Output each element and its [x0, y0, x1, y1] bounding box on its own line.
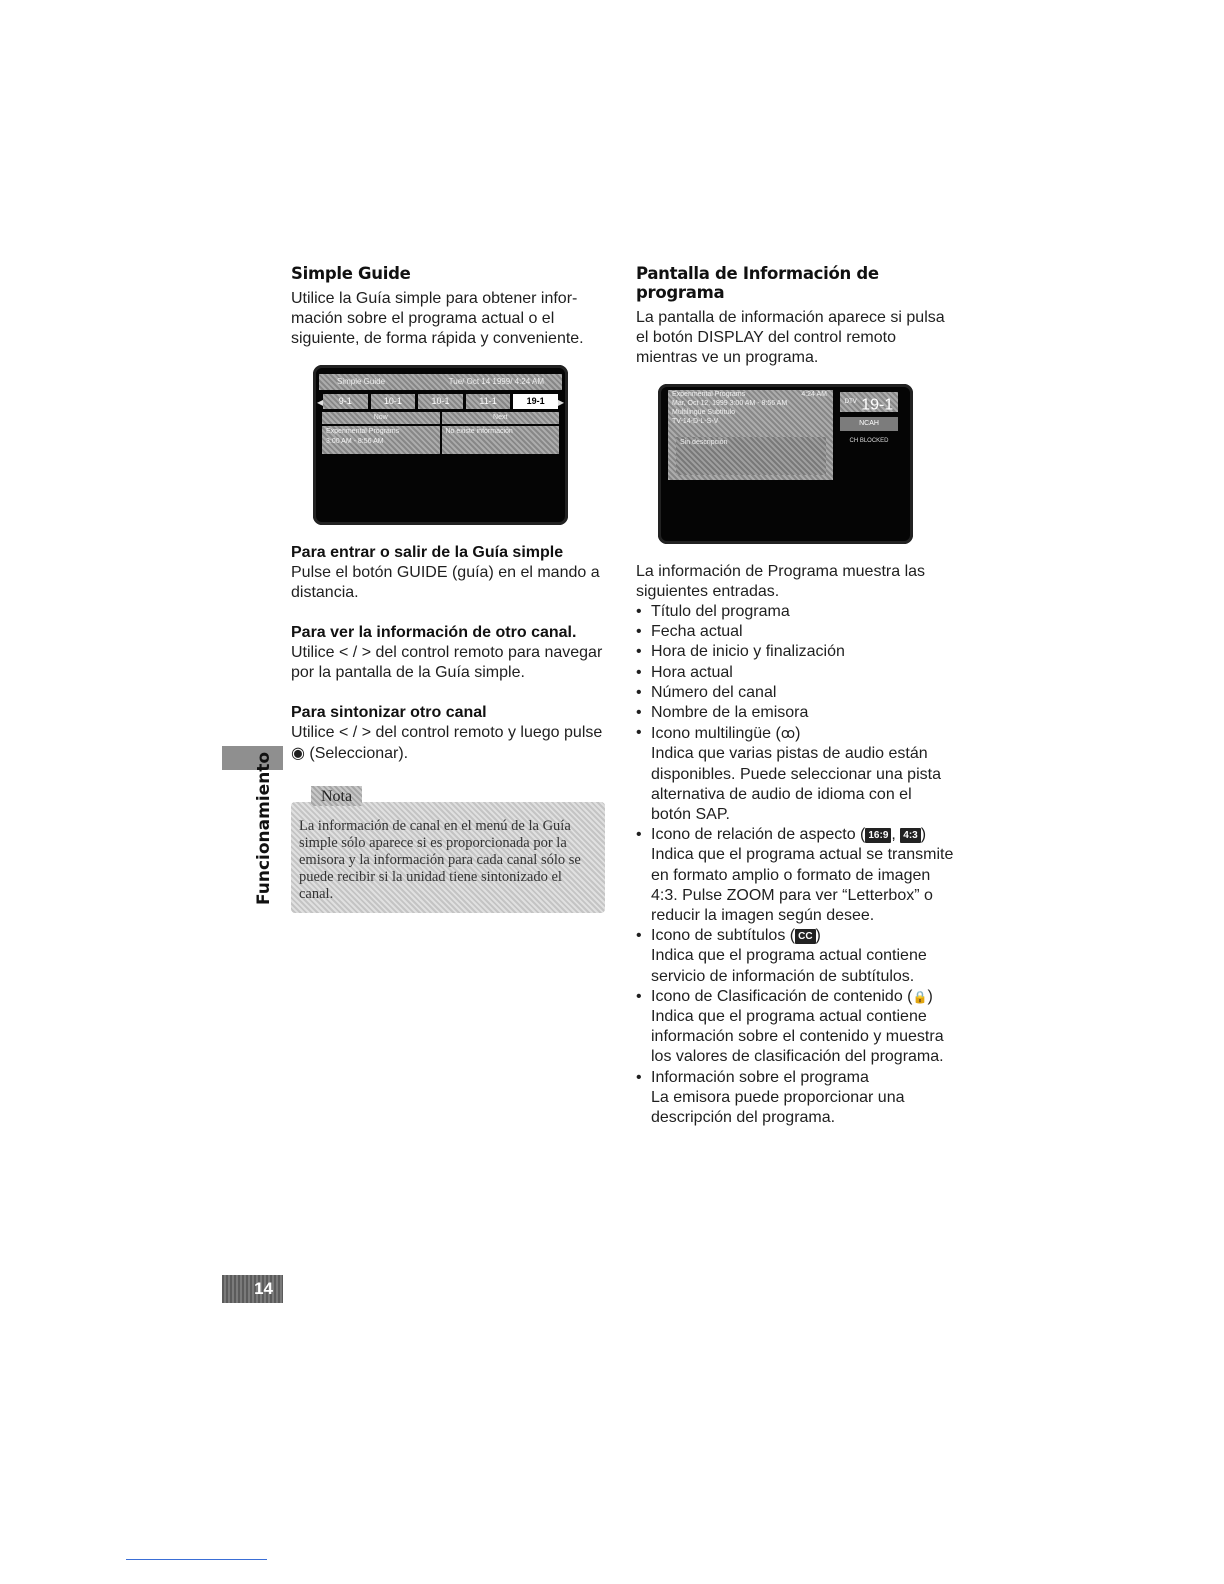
list-item-desc: La emisora puede proporcionar una descripción del programa. [651, 1088, 905, 1127]
section-title: Para sintonizar otro canal [291, 704, 487, 722]
left-column [291, 264, 611, 913]
guide-channel[interactable]: 10-1 [418, 394, 463, 409]
closed-caption-icon: CC [795, 929, 815, 944]
guide-channel-selected[interactable]: 19-1 [513, 394, 558, 409]
list-intro: La información de Programa muestra las siguientes entradas. [636, 562, 926, 600]
info-current-time: 4:24 AM [801, 390, 827, 398]
guide-next-header: Next [442, 412, 560, 424]
info-main-panel [668, 390, 833, 480]
section-text: Utilice < / > del control remoto para navegar por la pantalla de la Guía simple. [291, 644, 603, 682]
guide-left-arrow-icon: ◀ [317, 397, 324, 407]
note-label: Nota [311, 786, 362, 806]
guide-now-header: Now [322, 412, 440, 424]
guide-now-time: 3:00 AM - 8:56 AM [326, 437, 384, 445]
section-text: Utilice < / > del control remoto y luego pulse ◉ (Seleccionar). [291, 724, 603, 762]
guide-next-program: No existe información [442, 426, 560, 454]
guide-header-datetime: Tue/ Oct 14 1999/ 4:24 AM [448, 377, 544, 387]
info-audio-line: Multilingüe Subtítulo [672, 408, 736, 416]
list-item: • Hora actual [636, 663, 956, 683]
list-item: • Hora de inicio y finalización [636, 642, 956, 662]
list-item: • Icono de subtítulos ( CC ) Indica que el programa actual contiene servicio de información de subtítulos. [636, 926, 956, 987]
info-description: Sin descripción [676, 437, 826, 475]
info-rating-badge: CH BLOCKED [849, 437, 889, 444]
bottom-rule [126, 1559, 267, 1560]
list-item: • Nombre de la emisora [636, 703, 956, 723]
info-network-name: NCAH [840, 417, 898, 431]
guide-channel-row [319, 394, 562, 409]
page-number: 14 [222, 1275, 283, 1303]
simple-guide-intro: Utilice la Guía simple para obtener infor- mación sobre el programa actual o el siguiente, de forma rápida y conveniente. [291, 290, 584, 348]
list-item-desc: Indica que el programa actual se transmite en formato amplio o formato de imagen 4:3. Pulse ZOOM para ver “Letterbox” o reducir la imagen según desee. [651, 846, 954, 925]
guide-header-bar [319, 374, 562, 390]
info-program-name: Experimental Programs [672, 390, 746, 398]
section-title: Para entrar o salir de la Guía simple [291, 543, 564, 561]
info-date-line: Mar, Oct 12, 1999 3:00 AM - 8:56 AM [672, 399, 788, 407]
simple-guide-title: Simple Guide [291, 264, 411, 283]
program-info-intro: La pantalla de información aparece si pulsa el botón DISPLAY del control remoto mientras ve un programa. [636, 309, 945, 367]
list-item: • Icono de Clasificación de contenido (🔒) Indica que el programa actual contiene información sobre el contenido y muestra los valores de clasificación del programa. [636, 987, 956, 1068]
note-text: La información de canal en el menú de la Guía simple sólo aparece si es proporcionada por la emisora y la información para cada canal sólo se puede recibir si la unidad tiene sintonizado el canal. [291, 802, 605, 913]
side-tab-label: Funcionamiento [254, 751, 274, 905]
multilingual-icon: ꝏ [780, 725, 791, 742]
section-tune-channel [291, 703, 611, 763]
section-title: Para ver la información de otro canal. [291, 624, 577, 642]
guide-now-program: Experimental Programs [326, 427, 400, 435]
section-text: Pulse el botón GUIDE (guía) en el mando a distancia. [291, 563, 600, 601]
info-channel-box [840, 392, 898, 412]
list-item: • Número del canal [636, 683, 956, 703]
info-title-row [668, 390, 833, 399]
guide-program-grid [322, 412, 559, 452]
guide-right-arrow-icon: ▶ [557, 397, 564, 407]
info-rating-line: TV-14-D-L-S-V [672, 417, 719, 425]
guide-channel[interactable]: 9-1 [323, 394, 368, 409]
guide-now-cell [322, 426, 440, 454]
program-info-screen [658, 384, 913, 544]
list-item-desc: Indica que el programa actual contiene información sobre el contenido y muestra los valores de clasificación del programa. [651, 1008, 944, 1066]
list-item: • Información sobre el programa La emisora puede proporcionar una descripción del programa. [636, 1068, 956, 1129]
list-item-desc: Indica que varias pistas de audio están disponibles. Puede seleccionar una pista alternativa de audio de idioma con el botón SAP. [651, 745, 941, 824]
aspect-16-9-icon: 16:9 [865, 828, 891, 843]
guide-header-title: Simple Guide [337, 377, 386, 387]
lock-icon: 🔒 [912, 989, 928, 1004]
list-item: • Icono de relación de aspecto ( 16:9 , 4:3 ) Indica que el programa actual se transmite en formato amplio o formato de imagen 4:3. Pulse ZOOM para ver “Letterbox” o reducir la imagen según desee. [636, 825, 956, 926]
guide-channel[interactable]: 10-1 [371, 394, 416, 409]
note-block [291, 787, 611, 913]
list-item-desc: Indica que el programa actual contiene servicio de información de subtítulos. [651, 947, 927, 985]
guide-channel[interactable]: 11-1 [466, 394, 511, 409]
list-item: • Título del programa [636, 602, 956, 622]
info-entries-list [636, 602, 956, 1128]
aspect-4-3-icon: 4:3 [900, 828, 920, 843]
list-item: • Icono multilingüe (ꝏ ) Indica que varias pistas de audio están disponibles. Puede seleccionar una pista alternativa de audio de idioma con el botón SAP. [636, 723, 956, 825]
right-column [636, 264, 956, 1128]
section-enter-exit [291, 543, 611, 603]
simple-guide-screen [313, 365, 568, 525]
list-item: • Fecha actual [636, 622, 956, 642]
info-channel-number: 19-1 [861, 395, 894, 413]
program-info-title: Pantalla de Información de programa [636, 264, 879, 302]
info-channel-prefix: DTV [844, 398, 857, 405]
section-other-channel-info [291, 623, 611, 683]
info-side-panel [840, 392, 898, 444]
